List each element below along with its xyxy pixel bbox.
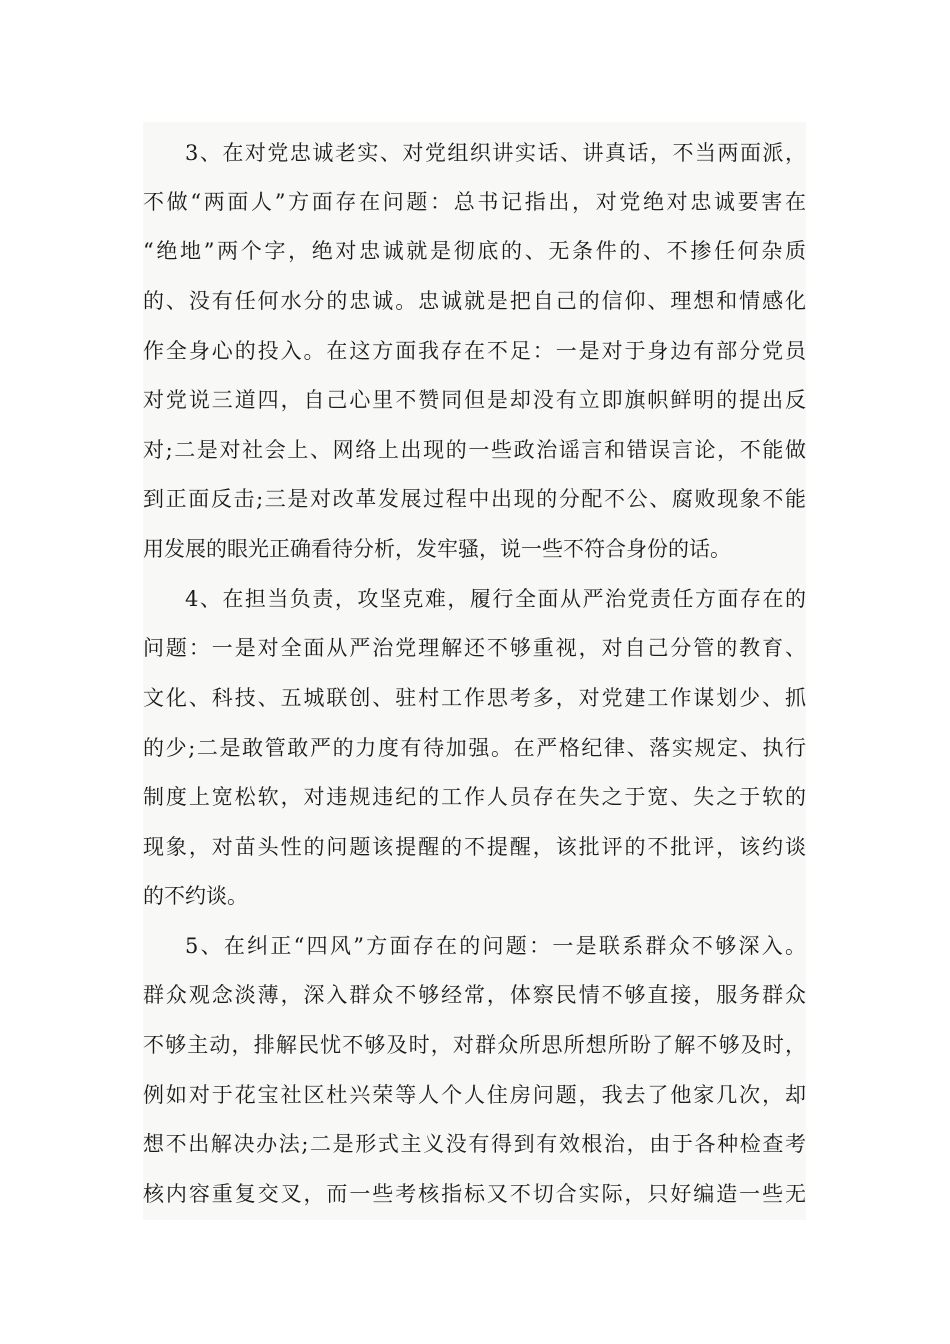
paragraph-5-line-3: 不够主动，排解民忧不够及时，对群众所思所想所盼了解不够及时，: [143, 1033, 806, 1057]
paragraph-3-line-4: 的、没有任何水分的忠诚。忠诚就是把自己的信仰、理想和情感化: [143, 289, 806, 313]
paragraph-3-line-5: 作全身心的投入。在这方面我存在不足：一是对于身边有部分党员: [143, 339, 806, 363]
paragraph-4-line-5: 制度上宽松软，对违规违纪的工作人员存在失之于宽、失之于软的: [143, 785, 806, 809]
paragraph-4-line-3: 文化、科技、五城联创、驻村工作思考多，对党建工作谋划少、抓: [143, 686, 806, 710]
paragraph-5-line-6: 核内容重复交叉，而一些考核指标又不切合实际，只好编造一些无: [143, 1182, 806, 1206]
paragraph-5-line-1: 5、在纠正“四风”方面存在的问题：一是联系群众不够深入。: [185, 934, 806, 958]
paragraph-4-line-1: 4、在担当负责，攻坚克难，履行全面从严治党责任方面存在的: [185, 587, 806, 611]
paragraph-5-line-4: 例如对于花宝社区杜兴荣等人个人住房问题，我去了他家几次，却: [143, 1083, 806, 1107]
paragraph-3-line-1: 3、在对党忠诚老实、对党组织讲实话、讲真话，不当两面派，: [185, 141, 806, 165]
paragraph-3-line-2: 不做“两面人”方面存在问题：总书记指出，对党绝对忠诚要害在: [143, 190, 806, 214]
paragraph-4-line-6: 现象，对苗头性的问题该提醒的不提醒，该批评的不批评，该约谈: [143, 835, 806, 859]
paragraph-5-line-2: 群众观念淡薄，深入群众不够经常，体察民情不够直接，服务群众: [143, 983, 806, 1007]
paragraph-4-line-7: 的不约谈。: [143, 884, 248, 908]
paragraph-4-line-4: 的少;二是敢管敢严的力度有待加强。在严格纪律、落实规定、执行: [143, 736, 806, 760]
paragraph-5-line-5: 想不出解决办法;二是形式主义没有得到有效根治，由于各种检查考: [143, 1132, 806, 1156]
paragraph-3-line-7: 对;二是对社会上、网络上出现的一些政治谣言和错误言论，不能做: [143, 438, 806, 462]
paragraph-3-line-6: 对党说三道四，自己心里不赞同但是却没有立即旗帜鲜明的提出反: [143, 388, 806, 412]
paragraph-4-line-2: 问题：一是对全面从严治党理解还不够重视，对自己分管的教育、: [143, 636, 806, 660]
paragraph-3-line-3: “绝地”两个字，绝对忠诚就是彻底的、无条件的、不掺任何杂质: [143, 239, 806, 263]
paragraph-3-line-9: 用发展的眼光正确看待分析，发牢骚，说一些不符合身份的话。: [143, 537, 731, 561]
paragraph-3-line-8: 到正面反击;三是对改革发展过程中出现的分配不公、腐败现象不能: [143, 487, 806, 511]
